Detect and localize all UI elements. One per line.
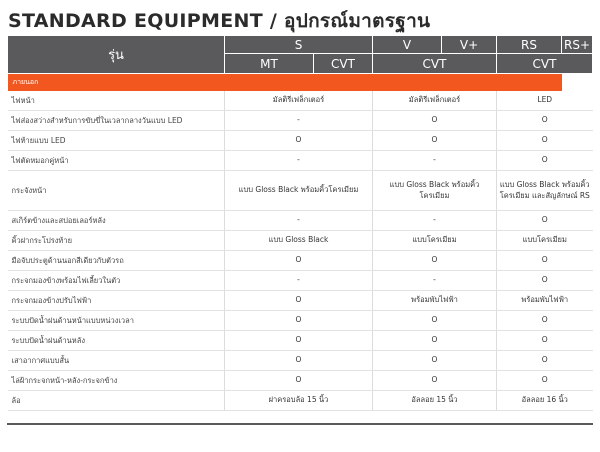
cell-rs: แบบ Gloss Black พร้อมคิ้วโครเมียม และสัญลักษณ์ RS bbox=[497, 171, 593, 211]
cell-v: O bbox=[373, 251, 497, 271]
cell-s: - bbox=[225, 151, 373, 171]
table-row bbox=[8, 211, 593, 231]
grade-header-rsplus: RS+ bbox=[562, 36, 593, 54]
grade-header-vplus: V+ bbox=[442, 36, 497, 54]
cell-v: - bbox=[373, 271, 497, 291]
table-row bbox=[8, 371, 593, 391]
cell-v: แบบ Gloss Black พร้อมคิ้วโครเมียม bbox=[373, 171, 497, 211]
table-row bbox=[8, 231, 593, 251]
cell-rs: O bbox=[497, 311, 593, 331]
row-label: ระบบปัดน้ำฝนด้านหลัง bbox=[8, 331, 225, 351]
cell-rs: O bbox=[497, 131, 593, 151]
row-label: ไฟส่องสว่างสำหรับการขับขี่ในเวลากลางวันแบบ LED bbox=[8, 111, 225, 131]
table-row bbox=[8, 311, 593, 331]
grade-header-v: V bbox=[373, 36, 442, 54]
cell-v: O bbox=[373, 111, 497, 131]
cell-v: O bbox=[373, 371, 497, 391]
row-label: ไฟท้ายแบบ LED bbox=[8, 131, 225, 151]
cell-rs: พร้อมพับไฟฟ้า bbox=[497, 291, 593, 311]
cell-s: O bbox=[225, 311, 373, 331]
cell-rs: อัลลอย 16 นิ้ว bbox=[497, 391, 593, 411]
row-label: ล้อ bbox=[8, 391, 225, 411]
transmission-header-s-cvt: CVT bbox=[314, 54, 373, 74]
cell-v: O bbox=[373, 331, 497, 351]
grade-header-s: S bbox=[225, 36, 373, 54]
model-header: รุ่น bbox=[8, 36, 225, 74]
table-row bbox=[8, 291, 593, 311]
section-header-row bbox=[8, 74, 593, 92]
table-row bbox=[8, 251, 593, 271]
row-label: กระจกมองข้างปรับไฟฟ้า bbox=[8, 291, 225, 311]
row-label: กระจกมองข้างพร้อมไฟเลี้ยวในตัว bbox=[8, 271, 225, 291]
cell-v: อัลลอย 15 นิ้ว bbox=[373, 391, 497, 411]
transmission-header-rs-cvt: CVT bbox=[497, 54, 593, 74]
cell-s: O bbox=[225, 351, 373, 371]
table-row bbox=[8, 131, 593, 151]
table-bottom-rule bbox=[7, 423, 593, 425]
cell-rs: O bbox=[497, 271, 593, 291]
grade-header-rs: RS bbox=[497, 36, 562, 54]
header-row-grades bbox=[8, 36, 593, 54]
cell-s: O bbox=[225, 371, 373, 391]
cell-rs: O bbox=[497, 151, 593, 171]
cell-v: มัลติรีเฟล็กเตอร์ bbox=[373, 91, 497, 111]
table-row bbox=[8, 391, 593, 411]
cell-s: แบบ Gloss Black bbox=[225, 231, 373, 251]
cell-rs: LED bbox=[497, 91, 593, 111]
table-row bbox=[8, 151, 593, 171]
cell-v: - bbox=[373, 151, 497, 171]
cell-rs: O bbox=[497, 211, 593, 231]
section-label: ภายนอก bbox=[8, 74, 562, 92]
cell-rs: แบบโครเมียม bbox=[497, 231, 593, 251]
cell-s: O bbox=[225, 331, 373, 351]
row-label: คิ้วฝากระโปรงท้าย bbox=[8, 231, 225, 251]
cell-v: แบบโครเมียม bbox=[373, 231, 497, 251]
table-row bbox=[8, 351, 593, 371]
cell-rs: O bbox=[497, 331, 593, 351]
cell-v: O bbox=[373, 311, 497, 331]
row-label: ไฟหน้า bbox=[8, 91, 225, 111]
table-row bbox=[8, 271, 593, 291]
equipment-table bbox=[7, 35, 593, 411]
cell-rs: O bbox=[497, 371, 593, 391]
row-label: กระจังหน้า bbox=[8, 171, 225, 211]
row-label: สเกิร์ตข้างและสปอยเลอร์หลัง bbox=[8, 211, 225, 231]
cell-s: แบบ Gloss Black พร้อมคิ้วโครเมียม bbox=[225, 171, 373, 211]
cell-v: - bbox=[373, 211, 497, 231]
cell-rs: O bbox=[497, 251, 593, 271]
page-title: STANDARD EQUIPMENT / อุปกรณ์มาตรฐาน bbox=[8, 10, 431, 32]
cell-s: - bbox=[225, 271, 373, 291]
cell-s: - bbox=[225, 211, 373, 231]
table-row bbox=[8, 171, 593, 211]
row-label: ไล่ฝ้ากระจกหน้า-หลัง-กระจกข้าง bbox=[8, 371, 225, 391]
cell-s: มัลติรีเฟล็กเตอร์ bbox=[225, 91, 373, 111]
cell-s: ฝาครอบล้อ 15 นิ้ว bbox=[225, 391, 373, 411]
transmission-header-s-mt: MT bbox=[225, 54, 314, 74]
cell-s: O bbox=[225, 251, 373, 271]
row-label: ระบบปัดน้ำฝนด้านหน้าแบบหน่วงเวลา bbox=[8, 311, 225, 331]
row-label: มือจับประตูด้านนอกสีเดียวกับตัวรถ bbox=[8, 251, 225, 271]
row-label: ไฟตัดหมอกคู่หน้า bbox=[8, 151, 225, 171]
table-row bbox=[8, 91, 593, 111]
cell-v: พร้อมพับไฟฟ้า bbox=[373, 291, 497, 311]
cell-s: O bbox=[225, 291, 373, 311]
row-label: เสาอากาศแบบสั้น bbox=[8, 351, 225, 371]
cell-s: - bbox=[225, 111, 373, 131]
cell-rs: O bbox=[497, 351, 593, 371]
cell-v: O bbox=[373, 351, 497, 371]
table-row bbox=[8, 111, 593, 131]
transmission-header-v-cvt: CVT bbox=[373, 54, 497, 74]
cell-s: O bbox=[225, 131, 373, 151]
table-row bbox=[8, 331, 593, 351]
cell-v: O bbox=[373, 131, 497, 151]
cell-rs: O bbox=[497, 111, 593, 131]
